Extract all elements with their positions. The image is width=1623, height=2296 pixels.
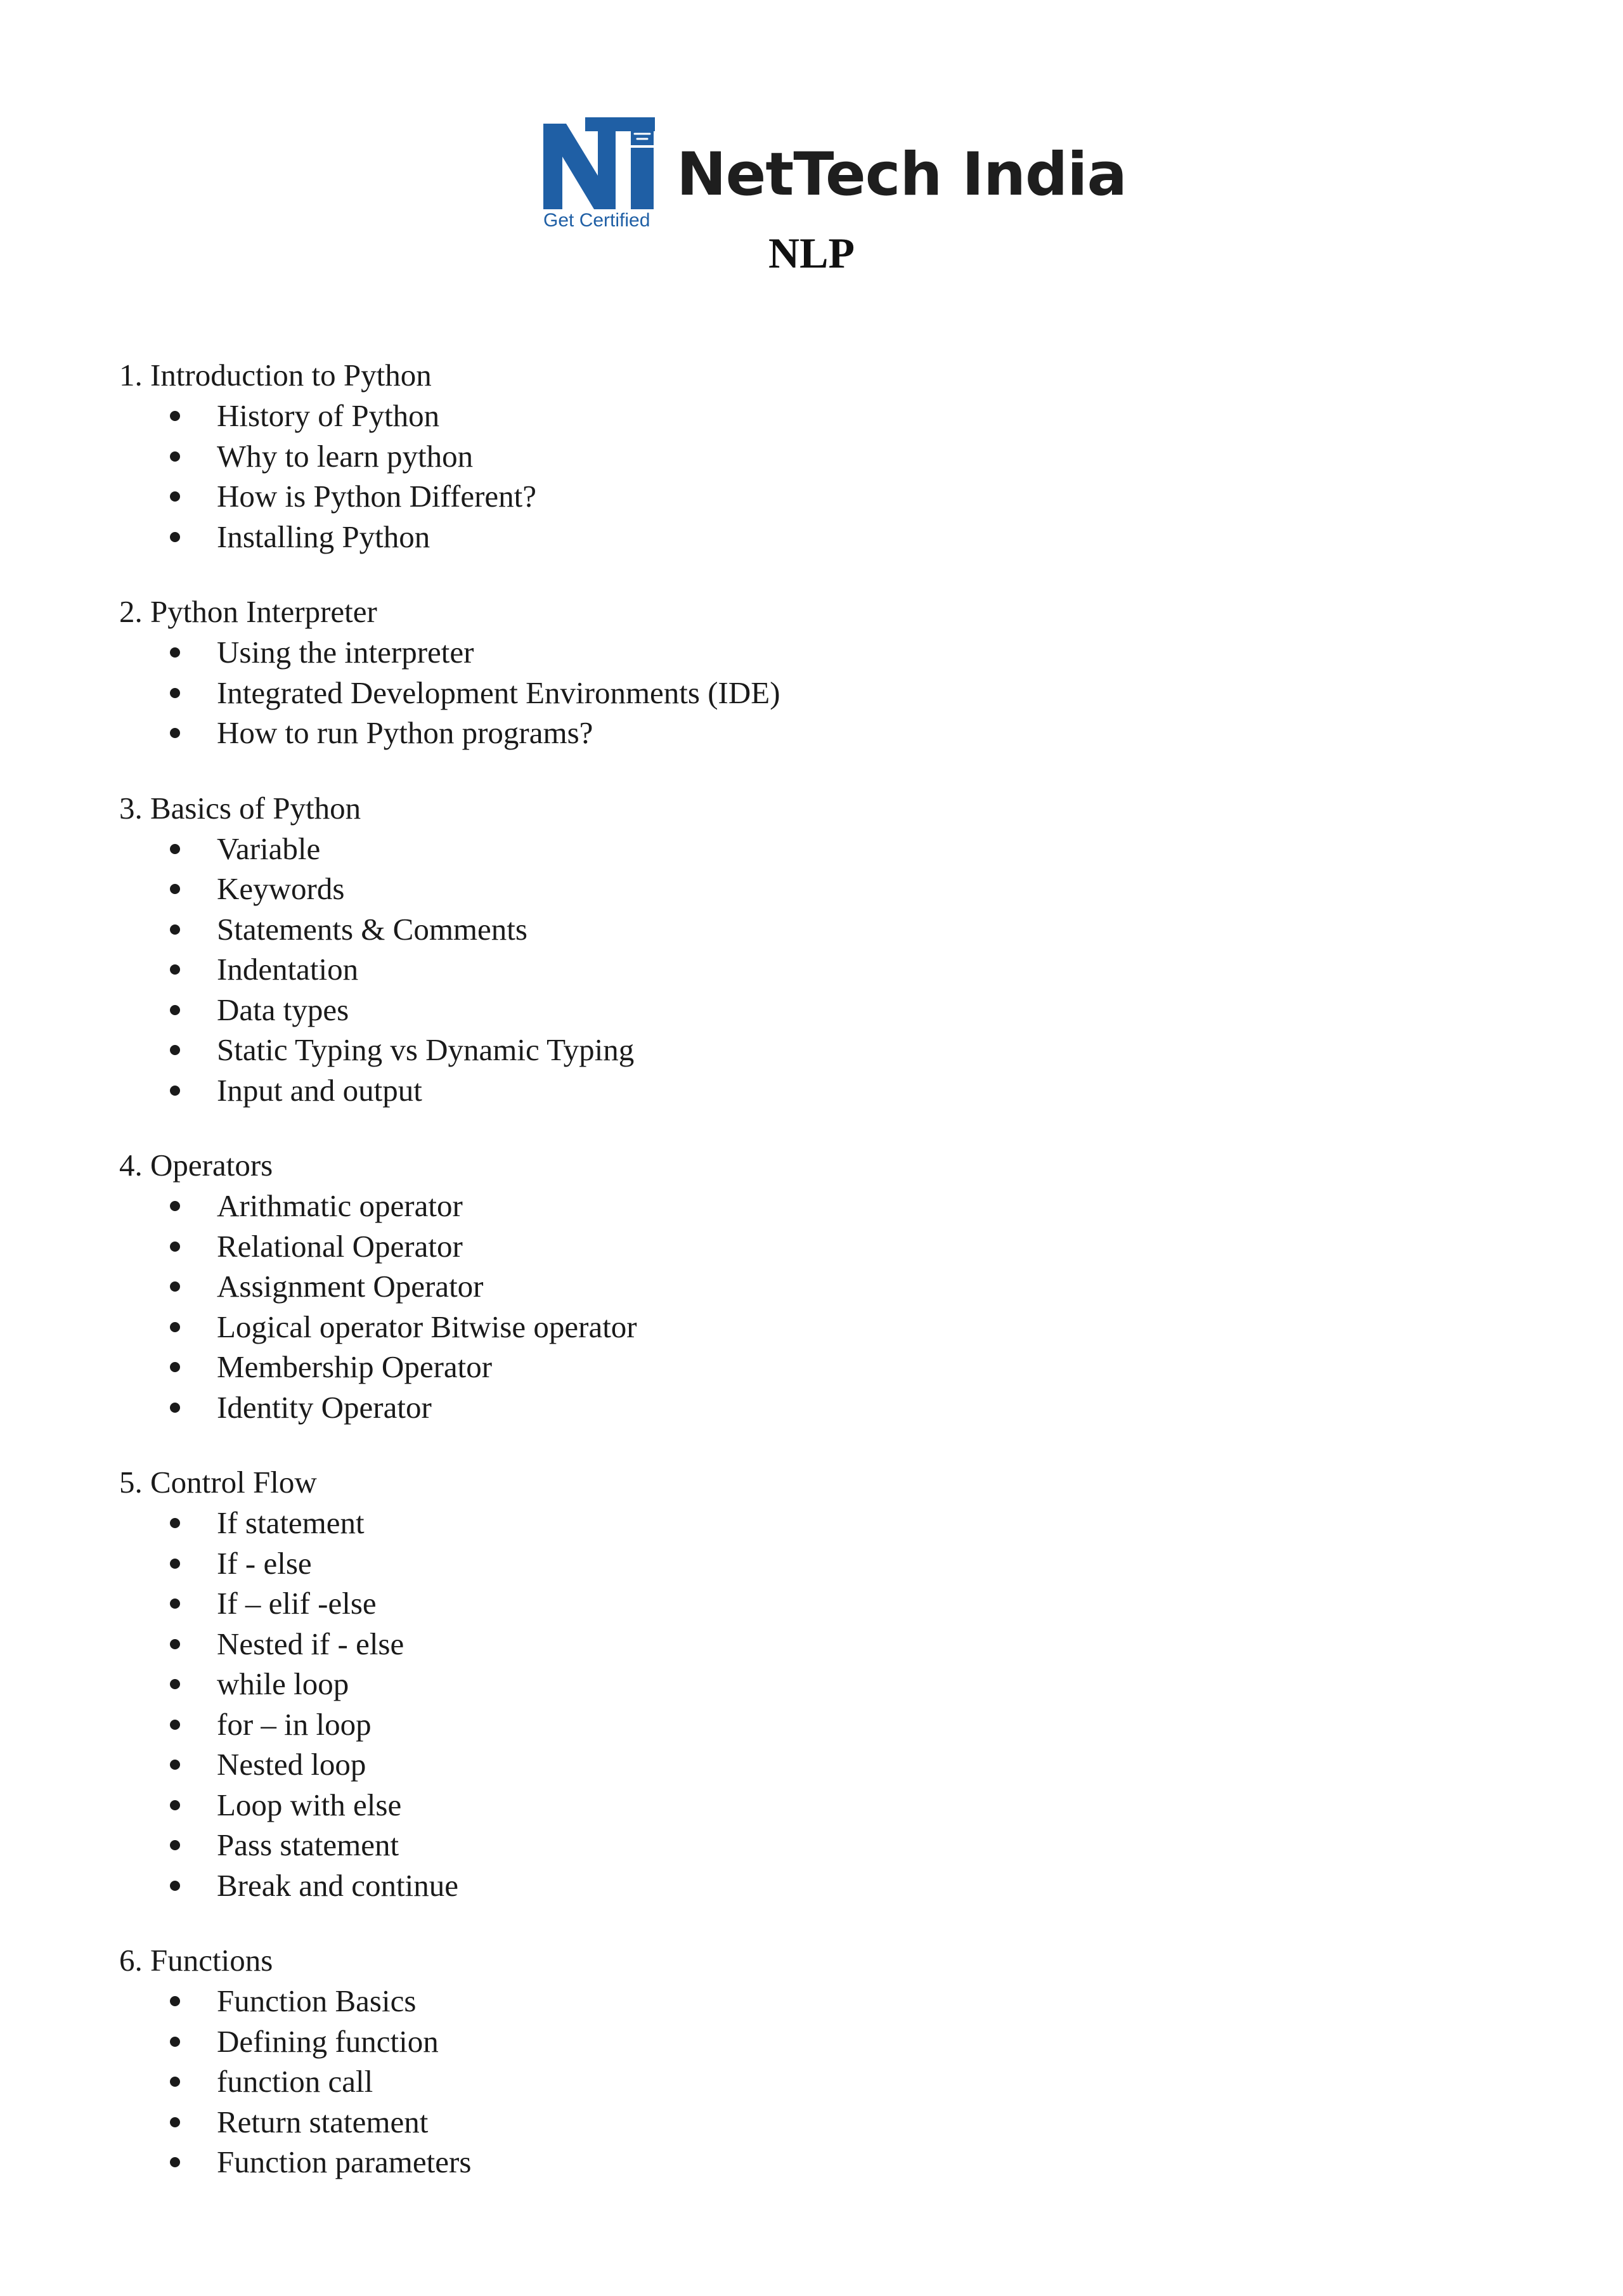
bullet-icon (170, 844, 180, 854)
item-label: Indentation (217, 952, 359, 987)
section-functions (119, 1940, 1514, 2182)
item-label: Nested if - else (217, 1626, 404, 1661)
list-item (119, 1744, 1514, 1785)
bullet-icon (170, 1679, 180, 1689)
topic-list (119, 632, 1514, 753)
bullet-icon (170, 1840, 180, 1850)
list-item (119, 1825, 1514, 1865)
topic-list (119, 829, 1514, 1111)
bullet-icon (170, 1518, 180, 1528)
item-label: Keywords (217, 871, 345, 906)
bullet-icon (170, 1045, 180, 1055)
bullet-icon (170, 2077, 180, 2087)
list-item (119, 517, 1514, 557)
bullet-icon (170, 728, 180, 738)
syllabus-content (119, 355, 1514, 2217)
list-item (119, 1307, 1514, 1347)
item-label: Installing Python (217, 519, 430, 554)
item-label: Data types (217, 992, 349, 1027)
section-control-flow (119, 1462, 1514, 1905)
section-basics (119, 788, 1514, 1111)
list-item (119, 1583, 1514, 1624)
list-item (119, 1664, 1514, 1704)
item-label: Why to learn python (217, 438, 474, 474)
item-label: Variable (217, 831, 321, 866)
list-item (119, 2142, 1514, 2182)
bullet-icon (170, 1559, 180, 1569)
list-item (119, 436, 1514, 477)
item-label: Integrated Development Environments (IDE) (217, 675, 780, 710)
list-item (119, 476, 1514, 517)
bullet-icon (170, 647, 180, 658)
list-item (119, 1226, 1514, 1267)
bullet-icon (170, 1599, 180, 1609)
bullet-icon (170, 1996, 180, 2006)
bullet-icon (170, 1242, 180, 1252)
item-label: Return statement (217, 2104, 429, 2139)
section-heading: 5. Control Flow (119, 1465, 317, 1500)
bullet-icon (170, 1086, 180, 1096)
item-label: while loop (217, 1666, 349, 1701)
bullet-icon (170, 1403, 180, 1413)
bullet-icon (170, 1720, 180, 1730)
item-label: Input and output (217, 1072, 422, 1108)
list-item (119, 2061, 1514, 2102)
bullet-icon (170, 964, 180, 975)
item-label: Static Typing vs Dynamic Typing (217, 1032, 635, 1067)
logo-wordmark: NetTech India (676, 140, 1127, 209)
item-label: Function Basics (217, 1983, 417, 2018)
list-item (119, 1785, 1514, 1826)
item-label: Nested loop (217, 1747, 366, 1782)
item-label: If statement (217, 1505, 365, 1540)
item-label: Statements & Comments (217, 911, 527, 947)
list-item (119, 1266, 1514, 1307)
list-item (119, 1704, 1514, 1745)
list-item (119, 1624, 1514, 1664)
section-heading: 3. Basics of Python (119, 790, 361, 826)
bullet-icon (170, 1881, 180, 1891)
list-item (119, 1030, 1514, 1070)
topic-list (119, 396, 1514, 557)
bullet-icon (170, 2117, 180, 2127)
list-item (119, 949, 1514, 990)
list-item (119, 673, 1514, 713)
list-item (119, 396, 1514, 436)
item-label: Relational Operator (217, 1228, 463, 1264)
item-label: History of Python (217, 398, 440, 433)
document-title: NLP (768, 229, 855, 277)
item-label: Defining function (217, 2023, 439, 2059)
section-heading: 1. Introduction to Python (119, 358, 432, 392)
bullet-icon (170, 1362, 180, 1372)
list-item (119, 1387, 1514, 1428)
bullet-icon (170, 2157, 180, 2167)
bullet-icon (170, 1281, 180, 1292)
bullet-icon (170, 1322, 180, 1332)
list-item (119, 1347, 1514, 1387)
list-item (119, 632, 1514, 673)
list-item (119, 1543, 1514, 1584)
bullet-icon (170, 924, 180, 935)
section-introduction (119, 355, 1514, 557)
item-label: Pass statement (217, 1827, 399, 1862)
item-label: If – elif -else (217, 1586, 377, 1621)
section-heading: 6. Functions (119, 1943, 273, 1978)
bullet-icon (170, 884, 180, 894)
topic-list (119, 1503, 1514, 1905)
section-heading: 2. Python Interpreter (119, 594, 377, 629)
page-header (0, 0, 1623, 292)
item-label: How is Python Different? (217, 479, 536, 514)
list-item (119, 713, 1514, 753)
item-label: Function parameters (217, 2144, 472, 2179)
list-item (119, 1186, 1514, 1226)
item-label: Assignment Operator (217, 1269, 484, 1304)
bullet-icon (170, 1639, 180, 1649)
list-item (119, 2102, 1514, 2143)
item-label: Identity Operator (217, 1389, 432, 1425)
topic-list (119, 1981, 1514, 2182)
topic-list (119, 1186, 1514, 1427)
item-label: Logical operator Bitwise operator (217, 1309, 637, 1344)
item-label: Using the interpreter (217, 635, 474, 670)
item-label: If - else (217, 1545, 312, 1581)
section-interpreter (119, 592, 1514, 753)
list-item (119, 869, 1514, 909)
bullet-icon (170, 411, 180, 421)
list-item (119, 1070, 1514, 1111)
list-item (119, 909, 1514, 950)
nettech-india-logo (542, 117, 1127, 238)
item-label: for – in loop (217, 1706, 372, 1742)
bullet-icon (170, 1800, 180, 1810)
item-label: Membership Operator (217, 1349, 493, 1384)
logo-tagline: Get Certified (543, 210, 650, 231)
bullet-icon (170, 1201, 180, 1211)
list-item (119, 1865, 1514, 1906)
bullet-icon (170, 1760, 180, 1770)
bullet-icon (170, 1005, 180, 1015)
item-label: Loop with else (217, 1787, 402, 1822)
bullet-icon (170, 532, 180, 542)
bullet-icon (170, 451, 180, 462)
list-item (119, 1981, 1514, 2021)
item-label: Arithmatic operator (217, 1188, 463, 1223)
list-item (119, 1503, 1514, 1543)
bullet-icon (170, 688, 180, 698)
item-label: function call (217, 2064, 373, 2099)
section-operators (119, 1145, 1514, 1427)
list-item (119, 990, 1514, 1030)
list-item (119, 2021, 1514, 2062)
bullet-icon (170, 2037, 180, 2047)
list-item (119, 829, 1514, 869)
section-heading: 4. Operators (119, 1148, 273, 1183)
item-label: How to run Python programs? (217, 715, 593, 750)
bullet-icon (170, 491, 180, 502)
item-label: Break and continue (217, 1867, 458, 1903)
